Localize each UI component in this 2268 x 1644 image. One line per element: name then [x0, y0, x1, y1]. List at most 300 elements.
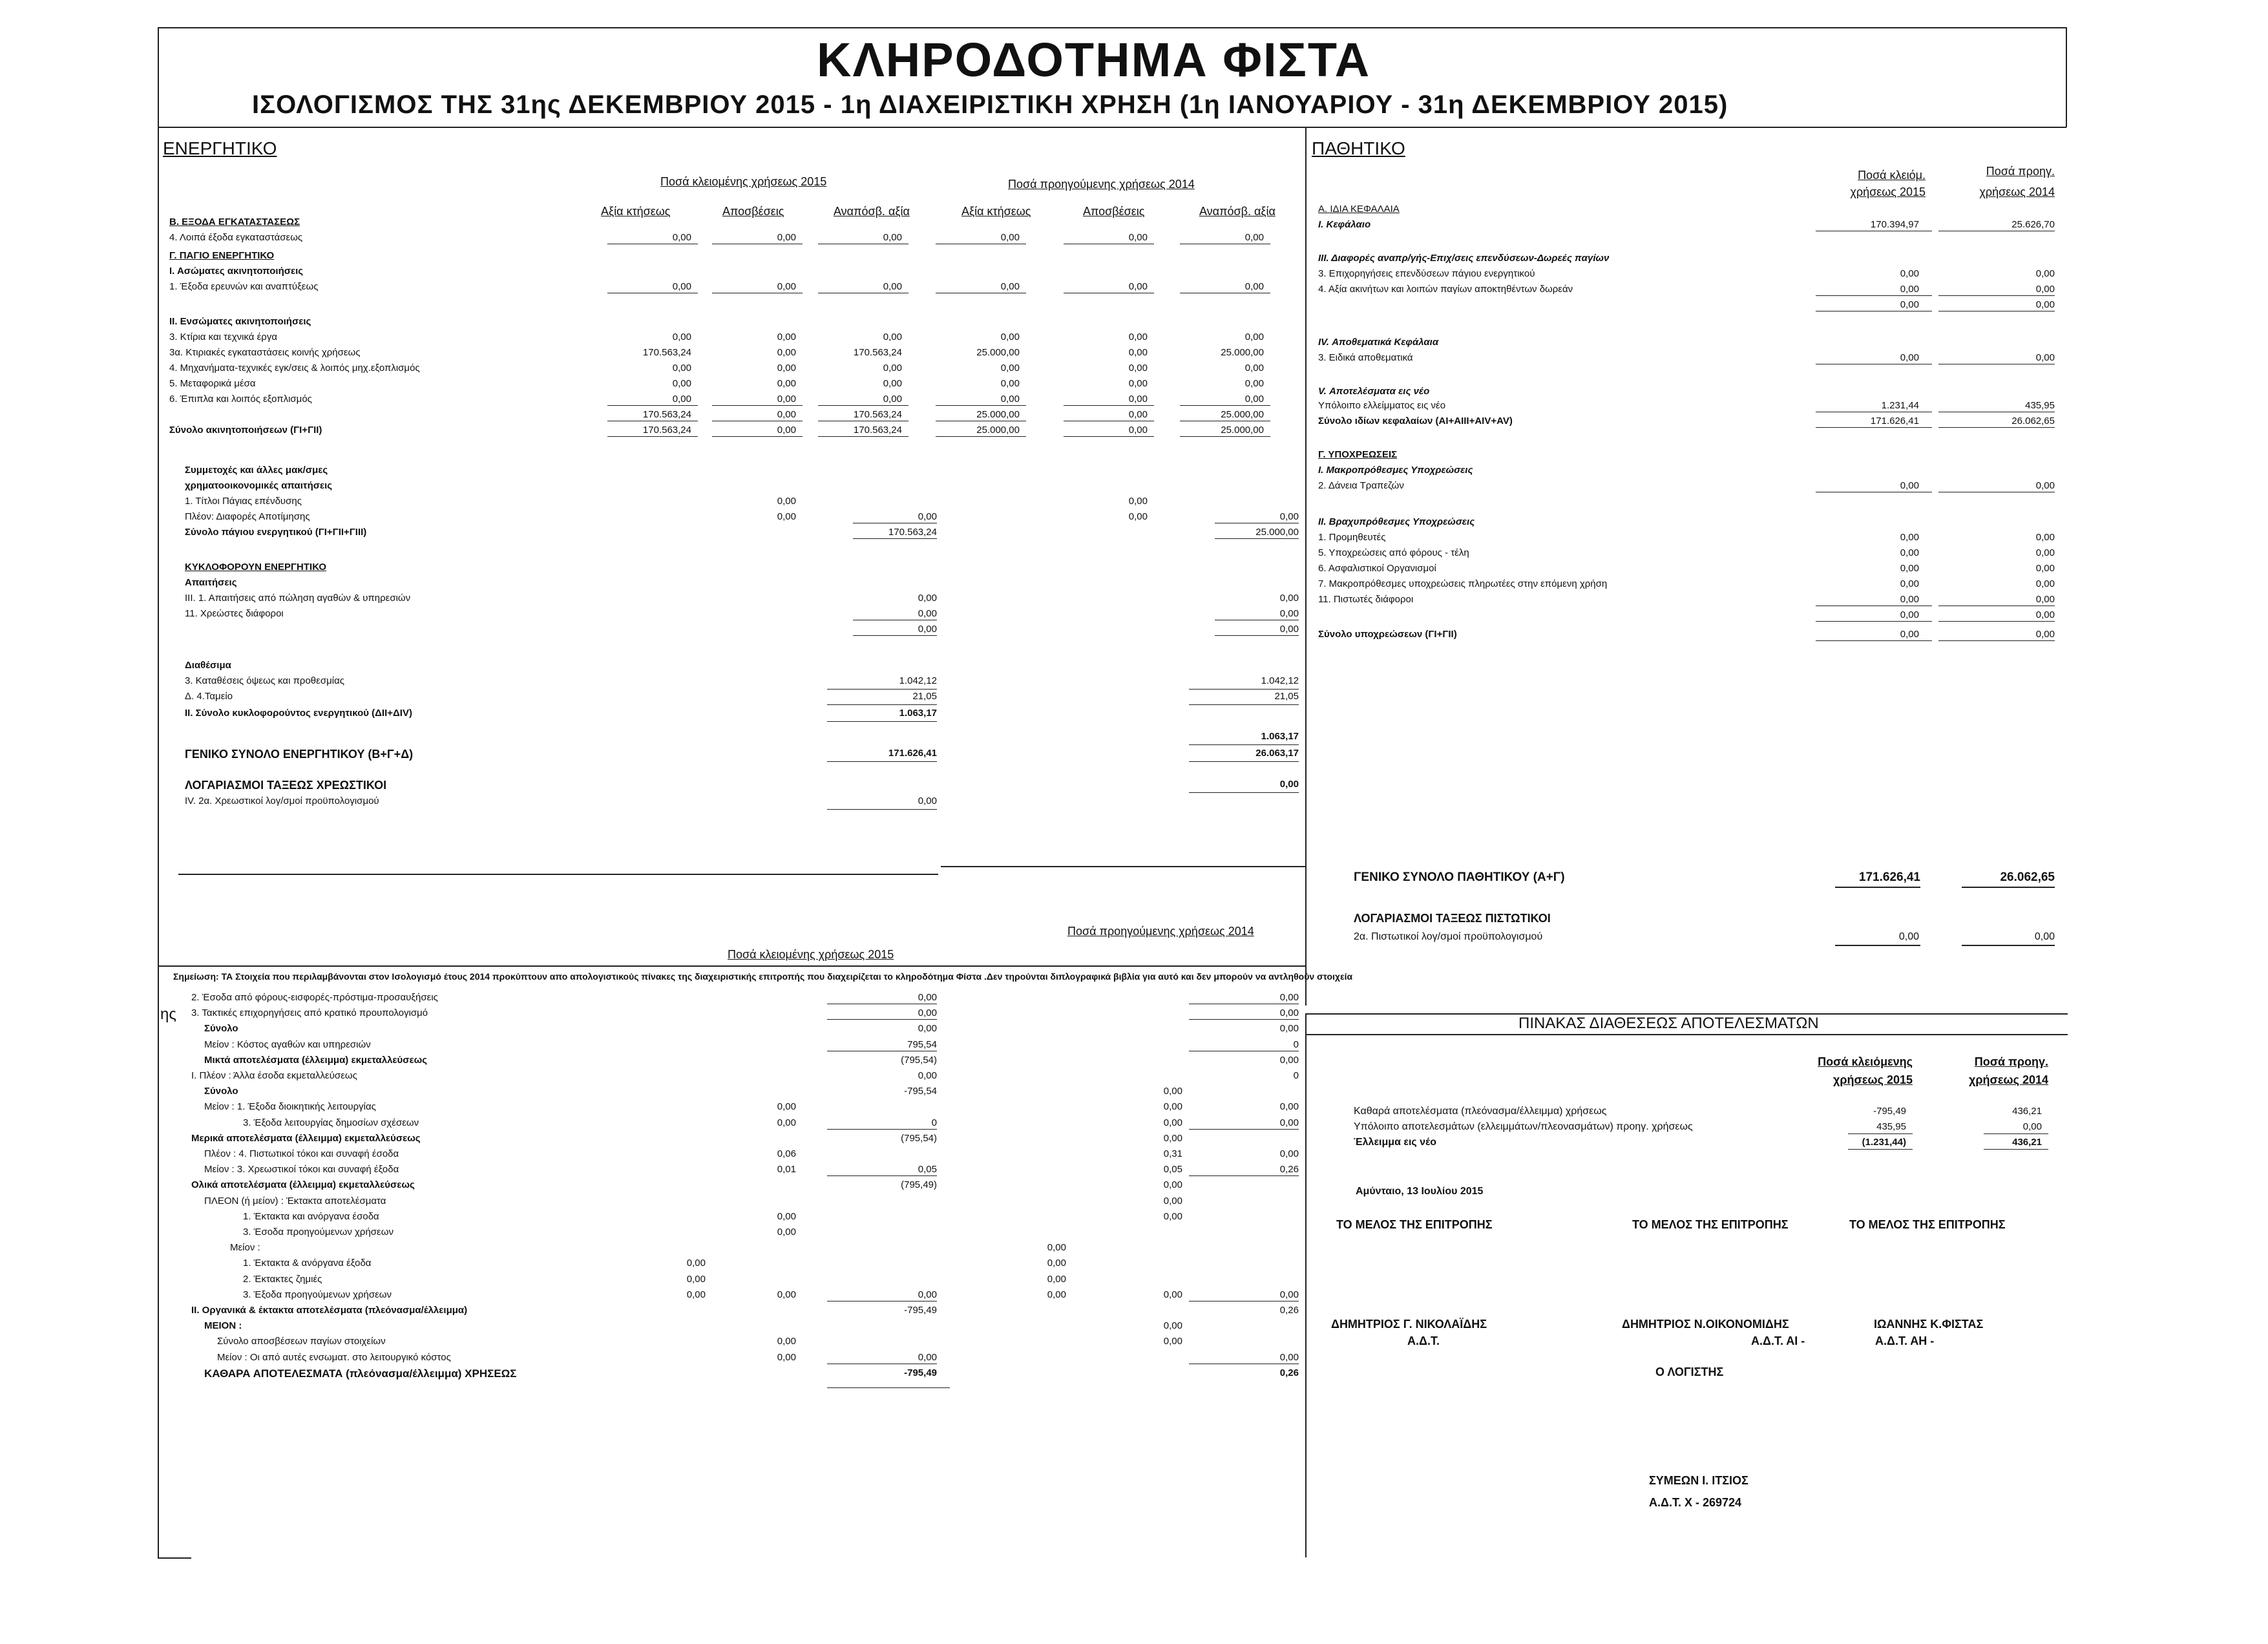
- value-underline: [1064, 436, 1154, 437]
- sign-date: Αμύνταιο, 13 Ιουλίου 2015: [1356, 1186, 1484, 1197]
- fin-row-value: 0,00: [1279, 608, 1299, 619]
- assets-col-header: Αναπόσβ. αξία: [834, 205, 910, 218]
- value-underline: [1938, 295, 2055, 296]
- results-note: Σημείωση: ΤΑ Στοιχεία που περιλαμβάνονται στον Ισολογισμό έτους 2014 προκύπτουν απο απολογιστικούς πίνακες της διαχειριστικής επιτροπής που διαχειρίζεται το κληροδότημα Φίστα .Δεν τηρούνται διπλογραφικά βιβλία για αυτό και δεν μπορούν να αντληθούν στοιχεία: [173, 971, 1353, 982]
- value-underline: [1189, 761, 1299, 762]
- cash-row-value: 21,05: [1274, 691, 1299, 702]
- value-underline: [1848, 1133, 1913, 1134]
- income-row-label: 1. Έκτακτα και ανόργανα έσοδα: [243, 1210, 379, 1222]
- assets-row-value: 0,00: [1244, 232, 1264, 243]
- liab-row-value-2014: 0,00: [2035, 563, 2055, 574]
- cash-row-value: 1.063,17: [899, 708, 937, 719]
- assets-row-value: 0,00: [672, 332, 691, 342]
- assets-row-value: 25.000,00: [976, 347, 1020, 358]
- fin-row-value: 0,00: [918, 608, 937, 619]
- fin-row-value: 0,00: [1128, 496, 1148, 507]
- assets-row-value: 25.000,00: [1221, 347, 1264, 358]
- value-underline: [1189, 704, 1299, 705]
- liab-row-value-2015: 0,00: [1900, 547, 1919, 558]
- income-row-value: 0,00: [1047, 1242, 1066, 1254]
- income-row-value: 0,00: [1279, 1054, 1299, 1066]
- cash-row-label: Διαθέσιμα: [185, 660, 231, 671]
- assets-row-value: 0,00: [777, 232, 796, 243]
- fin-row-label: 1. Τίτλοι Πάγιας επένδυσης: [185, 496, 302, 507]
- assets-row-value: 0,00: [1000, 332, 1020, 342]
- value-underline: [827, 721, 937, 722]
- assets-row-label: 3α. Κτιριακές εγκαταστάσεις κοινής χρήσεως: [169, 347, 361, 358]
- value-underline: [1816, 295, 1932, 296]
- liab-col-current-2: χρήσεως 2015: [1850, 185, 1926, 198]
- income-row-label: 3. Έξοδα λειτουργίας δημοσίων σχέσεων: [243, 1117, 419, 1128]
- value-underline: [827, 1019, 937, 1020]
- assets-row-value: 0,00: [1000, 363, 1020, 374]
- fin-row-label: χρηματοοικονομικές απαιτήσεις: [185, 480, 333, 491]
- value-underline: [1816, 640, 1932, 641]
- assets-row-label: ΙΙ. Ενσώματες ακινητοποιήσεις: [169, 316, 311, 327]
- liab-grand-total-2014: 26.062,65: [2000, 870, 2055, 884]
- assets-row-value: 0,00: [1128, 394, 1148, 405]
- income-row-label: Μικτά αποτελέσματα (έλλειμμα) εκμεταλλεύσεως: [204, 1054, 428, 1066]
- cash-row-value: 26.063,17: [1255, 748, 1299, 759]
- assets-row-label: 3. Κτίρια και τεχνικά έργα: [169, 332, 277, 342]
- sign-name-3: ΙΩΑΝΝΗΣ Κ.ΦΙΣΤΑΣ: [1874, 1318, 1984, 1331]
- liab-col-prior-1: Ποσά προηγ.: [1986, 165, 2055, 178]
- liab-memo-label: 2α. Πιστωτικοί λογ/σμοί προϋπολογισμού: [1354, 931, 1543, 942]
- assets-row-value: 0,00: [883, 363, 902, 374]
- liab-row-label: Α. ΙΔΙΑ ΚΕΦΑΛΑΙΑ: [1318, 204, 1400, 215]
- income-row-label: Πλέον : 4. Πιστωτικοί τόκοι και συναφή έσοδα: [204, 1148, 399, 1159]
- value-underline: [936, 405, 1026, 406]
- fin-row-value: 0,00: [777, 496, 796, 507]
- value-underline: [1848, 1149, 1913, 1150]
- sign-name-1: ΔΗΜΗΤΡΙΟΣ Γ. ΝΙΚΟΛΑΪΔΗΣ: [1331, 1318, 1487, 1331]
- income-row-value: 0,00: [1163, 1195, 1182, 1207]
- fin-row-label: ΙΙΙ. 1. Απαιτήσεις από πώληση αγαθών & υπηρεσιών: [185, 593, 411, 604]
- value-underline: [1189, 1129, 1299, 1130]
- assets-bottom-line-2: [941, 866, 1305, 867]
- assets-col-header: Αναπόσβ. αξία: [1199, 205, 1276, 218]
- assets-row-value: 0,00: [1128, 281, 1148, 292]
- income-row-label: 2. Έκτακτες ζημιές: [243, 1273, 322, 1285]
- fin-row-label: Συμμετοχές και άλλες μακ/σμες: [185, 465, 328, 476]
- income-row-value: 0,00: [1163, 1289, 1182, 1300]
- income-row-value: 0,00: [918, 1070, 937, 1081]
- income-row-value: 0,00: [777, 1117, 796, 1128]
- liab-row-value-2014: 0,00: [2035, 609, 2055, 620]
- assets-row-value: 170.563,24: [853, 409, 902, 420]
- assets-row-value: 0,00: [1244, 378, 1264, 389]
- income-row-value: 0,00: [1163, 1132, 1182, 1144]
- assets-row-value: 0,00: [1128, 332, 1148, 342]
- value-underline: [607, 436, 698, 437]
- cash-row-label: IV. 2α. Χρεωστικοί λογ/σμοί προϋπολογισμού: [185, 796, 379, 806]
- liab-row-label: 6. Ασφαλιστικοί Οργανισμοί: [1318, 563, 1436, 574]
- assets-row-value: 0,00: [777, 394, 796, 405]
- fin-row-value: 0,00: [777, 511, 796, 522]
- liab-row-label: IV. Αποθεματικά Κεφάλαια: [1318, 337, 1439, 348]
- sign-id-1: Α.Δ.Τ.: [1407, 1334, 1440, 1347]
- income-row-label: Μείον : Κόστος αγαθών και υπηρεσιών: [204, 1038, 371, 1050]
- dist-heading-line: [1305, 1034, 2068, 1035]
- value-underline: [1180, 405, 1270, 406]
- fin-row-value: 25.000,00: [1255, 527, 1299, 538]
- income-row-value: 0,00: [1279, 1007, 1299, 1019]
- income-row-value: 0,00: [777, 1336, 796, 1347]
- value-underline: [827, 1301, 937, 1302]
- cash-row-value: 171.626,41: [888, 748, 937, 759]
- liab-memo-heading: ΛΟΓΑΡΙΑΣΜΟΙ ΤΑΞΕΩΣ ΠΙΣΤΩΤΙΚΟΙ: [1354, 912, 1551, 925]
- assets-row-value: 0,00: [672, 363, 691, 374]
- liab-grand-total-label: ΓΕΝΙΚΟ ΣΥΝΟΛΟ ΠΑΘΗΤΙΚΟΥ (Α+Γ): [1354, 870, 1565, 884]
- liab-grand-total-2015: 171.626,41: [1858, 870, 1920, 884]
- results-period-prior: Ποσά προηγούμενης χρήσεως 2014: [1067, 925, 1254, 938]
- dist-row-label: Υπόλοιπο αποτελεσμάτων (ελλειμμάτων/πλεονασμάτων) προηγ. χρήσεως: [1354, 1121, 1693, 1132]
- fin-row-label: Απαιτήσεις: [185, 577, 237, 588]
- income-row-value: 0,00: [1047, 1258, 1066, 1269]
- assets-row-value: 0,00: [1000, 281, 1020, 292]
- income-row-value: 0,00: [1279, 1101, 1299, 1113]
- dist-col-prior-2: χρήσεως 2014: [1969, 1073, 2048, 1086]
- value-underline: [1189, 744, 1299, 745]
- value-underline: [712, 436, 803, 437]
- accountant-id: Α.Δ.Τ. Χ - 269724: [1649, 1496, 1742, 1509]
- income-row-label: Μείον : 1. Έξοδα διοικητικής λειτουργίας: [204, 1101, 376, 1113]
- liab-row-value-2015: 1.231,44: [1881, 400, 1919, 411]
- fin-row-value: 0,00: [918, 593, 937, 604]
- liab-row-value-2014: 0,00: [2035, 352, 2055, 363]
- income-row-value: 0,00: [1279, 1289, 1299, 1300]
- income-row-value: 0,00: [1279, 1117, 1299, 1128]
- assets-period-current: Ποσά κλειομένης χρήσεως 2015: [660, 175, 827, 188]
- liab-row-value-2014: 0,00: [2035, 629, 2055, 640]
- assets-col-header: Αποσβέσεις: [1083, 205, 1145, 218]
- value-underline: [712, 405, 803, 406]
- frame-right-border: [2066, 27, 2067, 127]
- income-row-value: 0: [1293, 1038, 1299, 1050]
- income-row-value: 0,01: [777, 1164, 796, 1175]
- value-underline: [1984, 1149, 2048, 1150]
- income-row-value: 0,00: [777, 1289, 796, 1300]
- liab-row-label: ΙΙ. Βραχυπρόθεσμες Υποχρεώσεις: [1318, 516, 1475, 527]
- income-row-value: 0,00: [777, 1351, 796, 1363]
- value-underline: [1180, 436, 1270, 437]
- assets-row-label: 5. Μεταφορικά μέσα: [169, 378, 256, 389]
- income-row-label: Σύνολο: [204, 1086, 238, 1097]
- value-underline: [936, 436, 1026, 437]
- liab-row-value-2014: 25.626,70: [2011, 219, 2055, 230]
- assets-row-value: 0,00: [672, 281, 691, 292]
- fin-row-value: 0,00: [1279, 511, 1299, 522]
- income-row-value: 0,26: [1279, 1164, 1299, 1175]
- value-underline: [818, 405, 908, 406]
- value-underline: [827, 689, 937, 690]
- value-underline: [853, 635, 937, 636]
- income-row-value: 0,00: [1163, 1086, 1182, 1097]
- value-underline: [1189, 1019, 1299, 1020]
- liab-row-label: 1. Προμηθευτές: [1318, 532, 1386, 543]
- fin-row-value: 0,00: [1279, 593, 1299, 604]
- assets-row-value: 0,00: [672, 378, 691, 389]
- liab-row-label: Σύνολο υποχρεώσεων (ΓΙ+ΓΙΙ): [1318, 629, 1457, 640]
- assets-row-value: 0,00: [672, 232, 691, 243]
- assets-row-value: 0,00: [1244, 332, 1264, 342]
- liab-memo-line-1: [1835, 945, 1920, 946]
- sign-title-3: ΤΟ ΜΕΛΟΣ ΤΗΣ ΕΠΙΤΡΟΠΗΣ: [1849, 1218, 2006, 1231]
- income-row-value: 0,00: [686, 1289, 706, 1300]
- liab-row-value-2014: 0,00: [2035, 594, 2055, 605]
- income-row-value: 0: [931, 1117, 937, 1128]
- value-underline: [1938, 427, 2055, 428]
- liab-row-value-2015: 0,00: [1900, 352, 1919, 363]
- income-row-value: 0,00: [1279, 1148, 1299, 1159]
- fin-row-label: Πλέον: Διαφορές Αποτίμησης: [185, 511, 310, 522]
- assets-row-value: 0,00: [883, 232, 902, 243]
- liab-col-current-1: Ποσά κλειόμ.: [1858, 169, 1926, 182]
- cash-row-value: 1.042,12: [899, 675, 937, 686]
- liab-row-value-2015: 0,00: [1900, 532, 1919, 543]
- income-row-value: -795,49: [904, 1305, 937, 1316]
- assets-row-value: 170.563,24: [642, 425, 691, 436]
- assets-row-value: 0,00: [883, 281, 902, 292]
- value-underline: [1938, 621, 2055, 622]
- value-underline: [1938, 640, 2055, 641]
- cash-row-value: 0,00: [918, 796, 937, 806]
- income-row-label: ΙΙ. Οργανικά & έκτακτα αποτελέσματα (πλεόνασμα/έλλειμμα): [191, 1305, 468, 1316]
- assets-row-label: Σύνολο ακινητοποιήσεων (ΓΙ+ΓΙΙ): [169, 425, 322, 436]
- income-row-label: Σύνολο αποσβέσεων παγίων στοιχείων: [217, 1336, 386, 1347]
- assets-row-value: 25.000,00: [1221, 409, 1264, 420]
- income-row-value: -795,49: [904, 1367, 937, 1378]
- value-underline: [818, 436, 908, 437]
- cash-row-value: 21,05: [912, 691, 937, 702]
- assets-period-prior: Ποσά προηγούμενης χρήσεως 2014: [1008, 178, 1195, 191]
- cash-row-value: 0,00: [1279, 779, 1299, 790]
- liab-row-label: 3. Ειδικά αποθεματικά: [1318, 352, 1413, 363]
- cash-row-label: 3. Καταθέσεις όψεως και προθεσμίας: [185, 675, 344, 686]
- assets-row-value: 0,00: [1244, 281, 1264, 292]
- sign-id-2: Α.Δ.Τ. ΑΙ -: [1751, 1334, 1805, 1347]
- liab-row-value-2015: 0,00: [1900, 578, 1919, 589]
- cash-row-label: Δ. 4.Ταμείο: [185, 691, 233, 702]
- liab-memo-line-2: [1962, 945, 2055, 946]
- value-underline: [1816, 621, 1932, 622]
- liab-row-value-2014: 435,95: [2025, 400, 2055, 411]
- assets-row-value: 170.563,24: [853, 425, 902, 436]
- income-row-label: Ολικά αποτελέσματα (έλλειμμα) εκμεταλλεύσεως: [191, 1179, 415, 1191]
- income-row-value: 0,00: [1163, 1336, 1182, 1347]
- income-row-label: Μερικά αποτελέσματα (έλλειμμα) εκμεταλλεύσεως: [191, 1132, 421, 1144]
- liab-row-value-2015: 0,00: [1900, 609, 1919, 620]
- center-divider-lower: [1305, 1015, 1307, 1557]
- income-row-label: Ι. Πλέον : Άλλα έσοδα εκμεταλλεύσεως: [191, 1070, 357, 1081]
- income-row-label: ΜΕΙΟΝ :: [204, 1320, 242, 1332]
- income-row-value: 0,00: [1047, 1289, 1066, 1300]
- assets-row-label: Γ. ΠΑΓΙΟ ΕΝΕΡΓΗΤΙΚΟ: [169, 250, 275, 261]
- value-underline: [1189, 689, 1299, 690]
- assets-row-value: 0,00: [777, 363, 796, 374]
- liab-row-label: 7. Μακροπρόθεσμες υποχρεώσεις πληρωτέες στην επόμενη χρήση: [1318, 578, 1608, 589]
- dist-col-current-1: Ποσά κλειόμενης: [1818, 1055, 1913, 1068]
- income-row-value: 0,26: [1279, 1367, 1299, 1378]
- value-underline: [827, 1129, 937, 1130]
- dist-col-prior-1: Ποσά προηγ.: [1974, 1055, 2048, 1068]
- cash-row-label: ΓΕΝΙΚΟ ΣΥΝΟΛΟ ΕΝΕΡΓΗΤΙΚΟΥ (Β+Γ+Δ): [185, 748, 414, 761]
- dist-row-label: Καθαρά αποτελέσματα (πλεόνασμα/έλλειμμα) χρήσεως: [1354, 1106, 1607, 1117]
- value-underline: [1189, 1175, 1299, 1176]
- liab-grand-total-line-2: [1962, 887, 2055, 888]
- assets-row-value: 25.000,00: [976, 425, 1020, 436]
- results-period-current: Ποσά κλειομένης χρήσεως 2015: [728, 948, 894, 961]
- fin-row-value: 0,00: [1279, 624, 1299, 635]
- liab-row-label: 11. Πιστωτές διάφοροι: [1318, 594, 1414, 605]
- assets-row-value: 0,00: [1128, 425, 1148, 436]
- income-row-value: 0,00: [918, 1351, 937, 1363]
- assets-row-value: 0,00: [883, 332, 902, 342]
- assets-row-value: 170.563,24: [642, 409, 691, 420]
- value-underline: [1816, 427, 1932, 428]
- income-row-value: 0,00: [686, 1258, 706, 1269]
- income-row-label: Μείον : Οι από αυτές ενσωματ. στο λειτουργικό κόστος: [217, 1351, 451, 1363]
- fin-row-value: 170.563,24: [888, 527, 937, 538]
- dist-col-current-2: χρήσεως 2015: [1833, 1073, 1913, 1086]
- assets-col-header: Αξία κτήσεως: [601, 205, 671, 218]
- income-row-value: (795,49): [901, 1179, 937, 1191]
- assets-row-value: 0,00: [777, 281, 796, 292]
- income-row-value: 0,05: [1163, 1164, 1182, 1175]
- income-row-label: Σύνολο: [204, 1023, 238, 1035]
- value-underline: [1189, 792, 1299, 793]
- value-underline: [827, 761, 937, 762]
- liab-row-label: Σύνολο ιδίων κεφαλαίων (ΑΙ+ΑΙΙΙ+ΑΙV+AV): [1318, 416, 1513, 427]
- liab-row-value-2015: 171.626,41: [1870, 416, 1919, 427]
- page-subtitle: ΙΣΟΛΟΓΙΣΜΟΣ ΤΗΣ 31ης ΔΕΚΕΜΒΡΙΟΥ 2015 - 1η ΔΙΑΧΕΙΡΙΣΤΙΚΗ ΧΡΗΣΗ (1η ΙΑΝΟΥΑΡΙΟΥ - 31η ΔΕΚΕΜΒΡΙΟΥ 2015): [252, 90, 1728, 119]
- value-underline: [827, 809, 937, 810]
- liab-memo-2015: 0,00: [1898, 931, 1919, 942]
- sign-title-1: ΤΟ ΜΕΛΟΣ ΤΗΣ ΕΠΙΤΡΟΠΗΣ: [1336, 1218, 1493, 1231]
- income-row-value: 0,00: [777, 1227, 796, 1238]
- cash-row-value: 1.042,12: [1261, 675, 1299, 686]
- liab-row-value-2014: 0,00: [2035, 284, 2055, 295]
- income-row-value: 0,26: [1279, 1305, 1299, 1316]
- value-underline: [1215, 538, 1299, 539]
- accountant-title: Ο ΛΟΓΙΣΤΗΣ: [1655, 1365, 1724, 1378]
- income-row-value: 0,06: [777, 1148, 796, 1159]
- assets-row-value: 170.563,24: [642, 347, 691, 358]
- income-row-label: 1. Έκτακτα & ανόργανα έξοδα: [243, 1258, 372, 1269]
- liab-row-value-2014: 0,00: [2035, 532, 2055, 543]
- assets-row-value: 0,00: [777, 332, 796, 342]
- income-row-label: Μείον : 3. Χρεωστικοί τόκοι και συναφή έξοδα: [204, 1164, 399, 1175]
- value-underline: [827, 1175, 937, 1176]
- liab-row-label: Ι. Μακροπρόθεσμες Υποχρεώσεις: [1318, 465, 1473, 476]
- income-row-label: Μείον :: [230, 1242, 260, 1254]
- liab-row-value-2014: 0,00: [2035, 547, 2055, 558]
- assets-row-value: 0,00: [1000, 232, 1020, 243]
- assets-row-value: 0,00: [883, 378, 902, 389]
- dist-row-value-2014: 436,21: [2012, 1137, 2042, 1148]
- liab-row-value-2015: 0,00: [1900, 480, 1919, 491]
- income-row-value: 795,54: [907, 1038, 937, 1050]
- liab-row-value-2015: 0,00: [1900, 629, 1919, 640]
- value-underline: [1189, 1301, 1299, 1302]
- income-row-value: 0,00: [918, 1023, 937, 1035]
- dist-row-value-2014: 0,00: [2022, 1121, 2042, 1132]
- cash-row-value: 1.063,17: [1261, 731, 1299, 742]
- liab-row-value-2015: 170.394,97: [1870, 219, 1919, 230]
- assets-col-header: Αποσβέσεις: [722, 205, 784, 218]
- fin-row-label: Σύνολο πάγιου ενεργητικού (ΓΙ+ΓΙΙ+ΓΙΙΙ): [185, 527, 367, 538]
- income-row-value: 0,00: [1163, 1320, 1182, 1332]
- liab-row-label: Ι. Κεφάλαιο: [1318, 219, 1371, 230]
- value-underline: [827, 704, 937, 705]
- assets-row-value: 170.563,24: [853, 347, 902, 358]
- assets-row-value: 0,00: [777, 409, 796, 420]
- cash-row-label: ΙΙ. Σύνολο κυκλοφορούντος ενεργητικού (ΔΙΙ+ΔΙV): [185, 708, 412, 719]
- fin-row-label: ΚΥΚΛΟΦΟΡΟΥΝ ΕΝΕΡΓΗΤΙΚΟ: [185, 562, 327, 573]
- assets-row-value: 0,00: [672, 394, 691, 405]
- liabilities-heading: ΠΑΘΗΤΙΚΟ: [1312, 138, 1405, 158]
- liab-row-label: 4. Αξία ακινήτων και λοιπών παγίων αποκτηθέντων δωρεάν: [1318, 284, 1573, 295]
- liab-row-label: 5. Υποχρεώσεις από φόρους - τέλη: [1318, 547, 1469, 558]
- income-row-value: 0,00: [1163, 1101, 1182, 1113]
- income-row-label: 3. Έσοδα προηγούμενων χρήσεων: [243, 1227, 394, 1238]
- income-row-value: -795,54: [904, 1086, 937, 1097]
- accountant-name: ΣΥΜΕΩΝ Ι. ΙΤΣΙΟΣ: [1649, 1474, 1748, 1487]
- liab-row-value-2015: 0,00: [1900, 299, 1919, 310]
- income-row-label: ΚΑΘΑΡΑ ΑΠΟΤΕΛΕΣΜΑΤΑ (πλεόνασμα/έλλειμμα) ΧΡΗΣΕΩΣ: [204, 1367, 517, 1380]
- dist-heading: ΠΙΝΑΚΑΣ ΔΙΑΘΕΣΕΩΣ ΑΠΟΤΕΛΕΣΜΑΤΩΝ: [1518, 1015, 1819, 1032]
- income-row-label: 2. Έσοδα από φόρους-εισφορές-πρόστιμα-προσαυξήσεις: [191, 992, 438, 1003]
- income-row-value: (795,54): [901, 1132, 937, 1144]
- value-underline: [1984, 1133, 2048, 1134]
- page-title: ΚΛΗΡΟΔΟΤΗΜΑ ΦΙΣΤΑ: [817, 33, 1371, 87]
- assets-bottom-line: [178, 874, 938, 875]
- income-row-label: 3. Τακτικές επιχορηγήσεις από κρατικό προυπολογισμό: [191, 1007, 428, 1019]
- liab-row-value-2014: 26.062,65: [2011, 416, 2055, 427]
- income-row-value: 0,00: [777, 1210, 796, 1222]
- fin-row-value: 0,00: [1128, 511, 1148, 522]
- liab-row-value-2015: 0,00: [1900, 268, 1919, 279]
- assets-row-value: 0,00: [1128, 378, 1148, 389]
- assets-row-value: 0,00: [1128, 232, 1148, 243]
- dist-row-value-2015: 435,95: [1876, 1121, 1906, 1132]
- income-row-value: (795,54): [901, 1054, 937, 1066]
- dist-row-value-2015: -795,49: [1873, 1106, 1906, 1117]
- assets-row-label: 4. Λοιπά έξοδα εγκαταστάσεως: [169, 232, 303, 243]
- liab-row-label: Γ. ΥΠΟΧΡΕΩΣΕΙΣ: [1318, 449, 1398, 460]
- assets-row-label: 6. Έπιπλα και λοιπός εξοπλισμός: [169, 394, 312, 405]
- liab-row-label: ΙΙΙ. Διαφορές αναπρ/γής-Επιχ/σεις επενδύσεων-Δωρεές παγίων: [1318, 253, 1610, 264]
- income-row-value: 0: [1293, 1070, 1299, 1081]
- assets-row-label: 4. Μηχανήματα-τεχνικές εγκ/σεις & λοιπός μηχ.εξοπλισμός: [169, 363, 420, 374]
- value-underline: [607, 405, 698, 406]
- income-row-value: 0,00: [918, 1007, 937, 1019]
- liab-row-value-2014: 0,00: [2035, 299, 2055, 310]
- income-row-value: 0,00: [1047, 1273, 1066, 1285]
- income-row-value: 0,31: [1163, 1148, 1182, 1159]
- liab-row-value-2015: 0,00: [1900, 594, 1919, 605]
- value-underline: [853, 538, 937, 539]
- assets-row-value: 25.000,00: [1221, 425, 1264, 436]
- frame-top-border: [158, 27, 2066, 28]
- frame-left-border: [158, 27, 159, 1557]
- liab-row-label: V. Αποτελέσματα εις νέο: [1318, 386, 1430, 397]
- liab-grand-total-line-1: [1835, 887, 1920, 888]
- assets-row-label: Β. ΕΞΟΔΑ ΕΓΚΑΤΑΣΤΑΣΕΩΣ: [169, 216, 300, 227]
- dist-row-value-2014: 436,21: [2012, 1106, 2042, 1117]
- dist-row-label: Έλλειμμα εις νέο: [1354, 1137, 1437, 1148]
- income-row-value: 0,00: [1163, 1179, 1182, 1191]
